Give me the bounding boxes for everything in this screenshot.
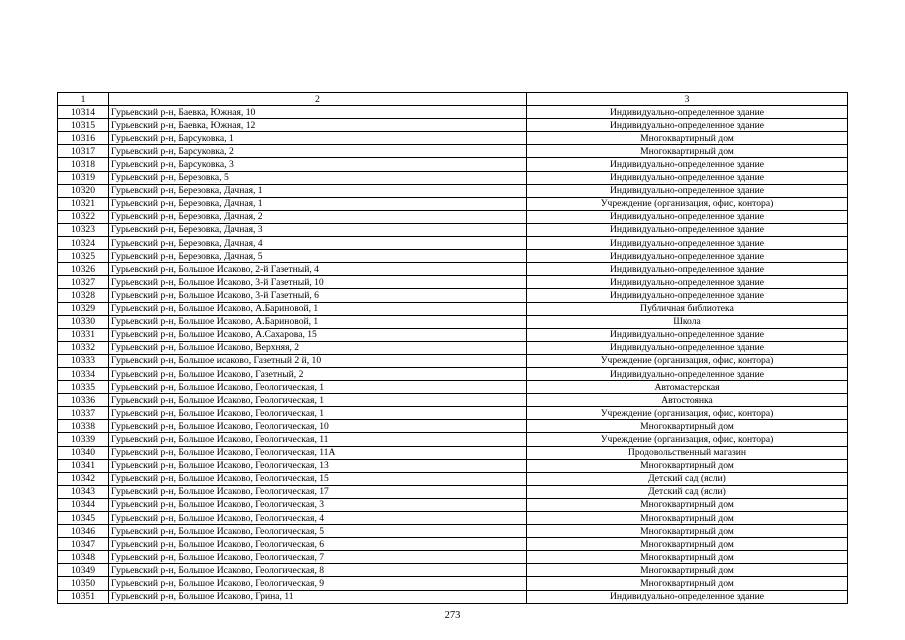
cell-id: 10329 [58, 302, 109, 315]
table-row [58, 433, 848, 446]
cell-address: Гурьевский р-н, Баевка, Южная, 12 [109, 119, 527, 132]
cell-id: 10341 [58, 459, 109, 472]
cell-id: 10349 [58, 564, 109, 577]
cell-address: Гурьевский р-н, Большое Исаково, 2-й Газетный, 4 [109, 263, 527, 276]
cell-address: Гурьевский р-н, Березовка, Дачная, 5 [109, 250, 527, 263]
cell-address: Гурьевский р-н, Большое Исаково, А.Сахарова, 15 [109, 328, 527, 341]
cell-object-type: Многоквартирный дом [527, 132, 848, 145]
cell-id: 10331 [58, 328, 109, 341]
cell-address: Гурьевский р-н, Большое Исаково, 3-й Газетный, 10 [109, 276, 527, 289]
cell-id: 10351 [58, 590, 109, 603]
cell-id: 10339 [58, 433, 109, 446]
cell-id: 10322 [58, 210, 109, 223]
cell-id: 10332 [58, 341, 109, 354]
cell-object-type: Индивидуально-определенное здание [527, 289, 848, 302]
cell-object-type: Индивидуально-определенное здание [527, 171, 848, 184]
cell-id: 10338 [58, 420, 109, 433]
cell-address: Гурьевский р-н, Большое Исаково, Грина, 11 [109, 590, 527, 603]
cell-id: 10318 [58, 158, 109, 171]
cell-object-type: Индивидуально-определенное здание [527, 263, 848, 276]
cell-object-type: Индивидуально-определенное здание [527, 184, 848, 197]
cell-address: Гурьевский р-н, Большое Исаково, Геологическая, 5 [109, 525, 527, 538]
table-row [58, 564, 848, 577]
cell-object-type: Многоквартирный дом [527, 525, 848, 538]
cell-object-type: Учреждение (организация, офис, контора) [527, 433, 848, 446]
cell-address: Гурьевский р-н, Березовка, 5 [109, 171, 527, 184]
table-row [58, 381, 848, 394]
cell-id: 10337 [58, 407, 109, 420]
table-row [58, 197, 848, 210]
table-row [58, 184, 848, 197]
cell-object-type: Многоквартирный дом [527, 538, 848, 551]
cell-id: 10333 [58, 354, 109, 367]
cell-object-type: Публичная библиотека [527, 302, 848, 315]
cell-object-type: Многоквартирный дом [527, 577, 848, 590]
cell-object-type: Индивидуально-определенное здание [527, 119, 848, 132]
cell-address: Гурьевский р-н, Большое Исаково, Геологическая, 3 [109, 498, 527, 511]
cell-object-type: Учреждение (организация, офис, контора) [527, 407, 848, 420]
cell-object-type: Многоквартирный дом [527, 564, 848, 577]
cell-address: Гурьевский р-н, Большое Исаково, Геологическая, 1 [109, 394, 527, 407]
cell-id: 10315 [58, 119, 109, 132]
cell-address: Гурьевский р-н, Большое Исаково, Газетный, 2 [109, 367, 527, 380]
cell-address: Гурьевский р-н, Березовка, Дачная, 2 [109, 210, 527, 223]
cell-id: 10326 [58, 263, 109, 276]
cell-object-type: Детский сад (ясли) [527, 485, 848, 498]
cell-address: Гурьевский р-н, Большое Исаково, А.Бариновой, 1 [109, 315, 527, 328]
cell-object-type: Индивидуально-определенное здание [527, 223, 848, 236]
cell-id: 10345 [58, 512, 109, 525]
table-row [58, 538, 848, 551]
table-row [58, 119, 848, 132]
cell-id: 10319 [58, 171, 109, 184]
cell-address: Гурьевский р-н, Березовка, Дачная, 1 [109, 197, 527, 210]
cell-object-type: Многоквартирный дом [527, 498, 848, 511]
cell-object-type: Индивидуально-определенное здание [527, 341, 848, 354]
table-header-row [58, 93, 848, 106]
cell-address: Гурьевский р-н, Большое Исаково, Верхняя, 2 [109, 341, 527, 354]
cell-address: Гурьевский р-н, Большое Исаково, Геологическая, 13 [109, 459, 527, 472]
cell-id: 10325 [58, 250, 109, 263]
cell-address: Гурьевский р-н, Березовка, Дачная, 4 [109, 237, 527, 250]
cell-object-type: Многоквартирный дом [527, 551, 848, 564]
table-row [58, 223, 848, 236]
cell-id: 10347 [58, 538, 109, 551]
cell-address: Гурьевский р-н, Большое Исаково, Геологическая, 15 [109, 472, 527, 485]
cell-object-type: Школа [527, 315, 848, 328]
cell-object-type: Индивидуально-определенное здание [527, 367, 848, 380]
cell-id: 10314 [58, 106, 109, 119]
cell-id: 10316 [58, 132, 109, 145]
cell-address: Гурьевский р-н, Большое Исаково, Геологическая, 9 [109, 577, 527, 590]
cell-object-type: Детский сад (ясли) [527, 472, 848, 485]
table-row [58, 498, 848, 511]
cell-id: 10348 [58, 551, 109, 564]
cell-address: Гурьевский р-н, Большое Исаково, Геологическая, 8 [109, 564, 527, 577]
table-row [58, 289, 848, 302]
table-row [58, 394, 848, 407]
cell-object-type: Продовольственный магазин [527, 446, 848, 459]
table-row [58, 210, 848, 223]
table-row [58, 407, 848, 420]
table-row [58, 577, 848, 590]
table-row [58, 341, 848, 354]
cell-address: Гурьевский р-н, Большое исаково, Газетный 2 й, 10 [109, 354, 527, 367]
cell-object-type: Учреждение (организация, офис, контора) [527, 354, 848, 367]
cell-id: 10344 [58, 498, 109, 511]
cell-id: 10321 [58, 197, 109, 210]
cell-object-type: Индивидуально-определенное здание [527, 106, 848, 119]
table-row [58, 328, 848, 341]
cell-object-type: Многоквартирный дом [527, 459, 848, 472]
cell-object-type: Индивидуально-определенное здание [527, 237, 848, 250]
cell-id: 10328 [58, 289, 109, 302]
table-row [58, 171, 848, 184]
cell-id: 10323 [58, 223, 109, 236]
table-row [58, 512, 848, 525]
cell-address: Гурьевский р-н, Большое Исаково, Геологическая, 10 [109, 420, 527, 433]
cell-id: 10342 [58, 472, 109, 485]
cell-object-type: Индивидуально-определенное здание [527, 328, 848, 341]
cell-address: Гурьевский р-н, Большое Исаково, А.Бариновой, 1 [109, 302, 527, 315]
cell-id: 10350 [58, 577, 109, 590]
table-row [58, 446, 848, 459]
cell-address: Гурьевский р-н, Большое Исаково, Геологическая, 17 [109, 485, 527, 498]
cell-address: Гурьевский р-н, Большое Исаково, Геологическая, 11 [109, 433, 527, 446]
column-header-2: 2 [109, 93, 527, 106]
cell-object-type: Индивидуально-определенное здание [527, 590, 848, 603]
cell-address: Гурьевский р-н, Большое Исаково, Геологическая, 1 [109, 407, 527, 420]
table-row [58, 250, 848, 263]
cell-address: Гурьевский р-н, Большое Исаково, Геологическая, 4 [109, 512, 527, 525]
table-row [58, 459, 848, 472]
cell-id: 10327 [58, 276, 109, 289]
table-row [58, 237, 848, 250]
cell-address: Гурьевский р-н, Большое Исаково, 3-й Газетный, 6 [109, 289, 527, 302]
column-header-3: 3 [527, 93, 848, 106]
cell-address: Гурьевский р-н, Большое Исаково, Геологическая, 6 [109, 538, 527, 551]
table-row [58, 263, 848, 276]
cell-object-type: Многоквартирный дом [527, 512, 848, 525]
cell-id: 10330 [58, 315, 109, 328]
cell-object-type: Многоквартирный дом [527, 145, 848, 158]
table-row [58, 485, 848, 498]
cell-id: 10340 [58, 446, 109, 459]
cell-id: 10317 [58, 145, 109, 158]
cell-id: 10334 [58, 367, 109, 380]
cell-address: Гурьевский р-н, Березовка, Дачная, 1 [109, 184, 527, 197]
cell-object-type: Индивидуально-определенное здание [527, 158, 848, 171]
cell-address: Гурьевский р-н, Барсуковка, 2 [109, 145, 527, 158]
table-row [58, 158, 848, 171]
cell-object-type: Автостоянка [527, 394, 848, 407]
table-row [58, 302, 848, 315]
cell-id: 10343 [58, 485, 109, 498]
cell-address: Гурьевский р-н, Березовка, Дачная, 3 [109, 223, 527, 236]
table-row [58, 525, 848, 538]
cell-address: Гурьевский р-н, Барсуковка, 3 [109, 158, 527, 171]
cell-address: Гурьевский р-н, Большое Исаково, Геологическая, 1 [109, 381, 527, 394]
table-row [58, 551, 848, 564]
cell-address: Гурьевский р-н, Барсуковка, 1 [109, 132, 527, 145]
cell-object-type: Автомастерская [527, 381, 848, 394]
page-number: 273 [444, 610, 461, 621]
cell-id: 10335 [58, 381, 109, 394]
cell-object-type: Индивидуально-определенное здание [527, 276, 848, 289]
cell-id: 10324 [58, 237, 109, 250]
cell-id: 10346 [58, 525, 109, 538]
column-header-1: 1 [58, 93, 109, 106]
table-row [58, 276, 848, 289]
cell-address: Гурьевский р-н, Большое Исаково, Геологическая, 7 [109, 551, 527, 564]
cell-object-type: Многоквартирный дом [527, 420, 848, 433]
table-row [58, 132, 848, 145]
cell-id: 10320 [58, 184, 109, 197]
table-row [58, 472, 848, 485]
table-row [58, 590, 848, 603]
table-row [58, 315, 848, 328]
cell-address: Гурьевский р-н, Баевка, Южная, 10 [109, 106, 527, 119]
cell-object-type: Учреждение (организация, офис, контора) [527, 197, 848, 210]
table-row [58, 354, 848, 367]
cell-address: Гурьевский р-н, Большое Исаково, Геологическая, 11А [109, 446, 527, 459]
table-row [58, 420, 848, 433]
cell-object-type: Индивидуально-определенное здание [527, 250, 848, 263]
table-row [58, 145, 848, 158]
table-row [58, 106, 848, 119]
cell-object-type: Индивидуально-определенное здание [527, 210, 848, 223]
registry-table [57, 92, 848, 604]
table-row [58, 367, 848, 380]
cell-id: 10336 [58, 394, 109, 407]
